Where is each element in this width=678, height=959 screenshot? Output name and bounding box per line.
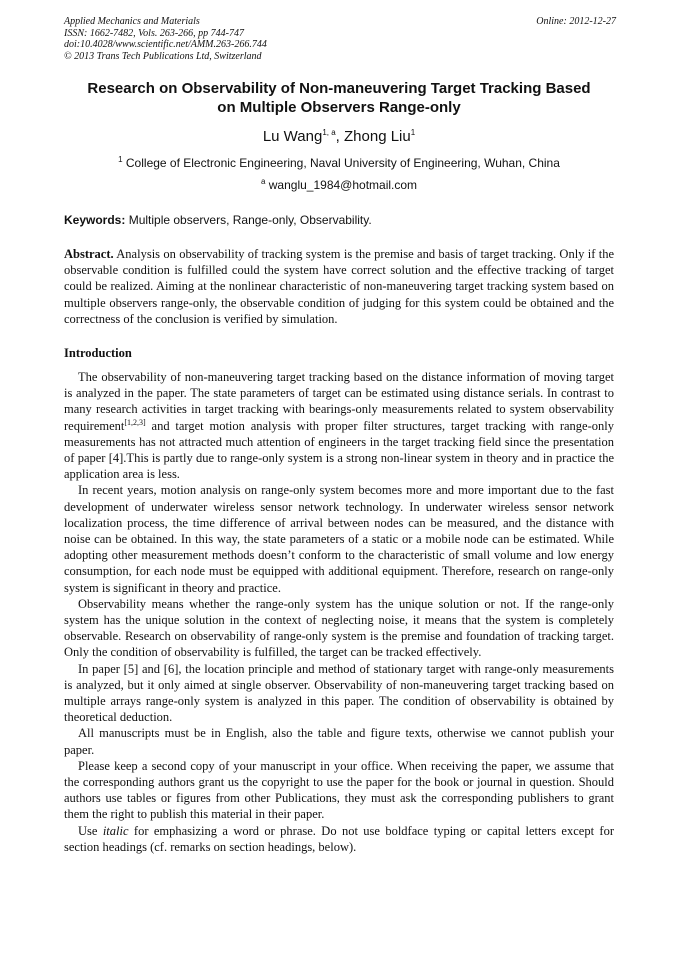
author-separator: , <box>335 128 344 145</box>
paragraph-text: for emphasizing a word or phrase. Do not use boldface typing or capital letters except for section headings (cf. remarks on section headings, below). <box>64 823 615 854</box>
journal-header <box>64 16 616 62</box>
paragraph: In recent years, motion analysis on range-only system becomes more and more important due to the fast development of underwater wireless sensor network technology. In underwater wireless sensor network localization process, the time difference of arrival between nodes can be measured, and the distance with noise can be obtained. In this way, the state parameters of a static or a mobile node can be estimated. While adopting other measurement methods doesn’t conform to the characteristic of small volume and low energy consumption, for each node must be equipped with additional equipment. Therefore, research on range-only system is significant in theory and practice. <box>64 483 614 595</box>
paragraph <box>64 369 614 482</box>
journal-name: Applied Mechanics and Materials <box>64 16 200 27</box>
citation-ref: [1,2,3] <box>124 417 146 427</box>
paragraph-text: The observability of non-maneuvering target tracking based on the distance information of moving target is analyzed in the paper. The state parameters of target can be estimated using distance serials. In contrast to many research activities in target tracking with bearings-only measurements related to system observability requirement <box>64 370 614 433</box>
author-email <box>0 178 678 192</box>
introduction-body <box>64 369 614 855</box>
paper-title <box>40 79 638 117</box>
italic-word: italic <box>102 823 129 838</box>
affiliation-mark: 1 <box>118 155 123 164</box>
abstract <box>64 246 614 327</box>
affiliation-text: College of Electronic Engineering, Naval University of Engineering, Wuhan, China <box>125 156 560 170</box>
online-date: Online: 2012-12-27 <box>536 16 616 27</box>
issn-line: ISSN: 1662-7482, Vols. 263-266, pp 744-747 <box>64 27 244 39</box>
section-heading: Introduction <box>64 346 132 360</box>
email-text: wanglu_1984@hotmail.com <box>268 178 418 192</box>
copyright-line: © 2013 Trans Tech Publications Ltd, Switzerland <box>64 50 262 62</box>
title-line-1: Research on Observability of Non-maneuvering Target Tracking Based <box>87 80 591 97</box>
doi-line: doi:10.4028/www.scientific.net/AMM.263-266.744 <box>64 39 267 50</box>
paragraph: In paper [5] and [6], the location principle and method of stationary target with range-only measurements is analyzed, but it only aimed at single observer. Observability of non-maneuvering target tracking based on multiple arrays range-only system is analyzed in this paper. The condition of observability is obtained by theoretical deduction. <box>64 661 614 725</box>
author-affiliation-mark: 1 <box>410 128 416 137</box>
author-name: Zhong Liu <box>344 128 411 145</box>
keywords-label: Keywords: <box>64 213 126 227</box>
author-name: Lu Wang <box>262 128 323 145</box>
paragraph <box>64 823 614 855</box>
paragraph-text: and target motion analysis with proper filter structures, target tracking with range-only measurements has not attracted much attention of engineers in the target tracking field since the presentation of paper [4].This is partly due to range-only system is a strong non-linear system in theory and in practice the application area is less. <box>64 418 614 482</box>
paragraph: Please keep a second copy of your manuscript in your office. When receiving the paper, we assume that the corresponding authors grant us the copyright to use the paper for the book or journal in question. Should authors use tables or figures from other Publications, they must ask the corresponding publishers to grant them the right to publish this material in their paper. <box>64 758 614 822</box>
title-line-2: on Multiple Observers Range-only <box>217 99 461 116</box>
paragraph: Observability means whether the range-only system has the unique solution or not. If the range-only system has the unique solution in the context of neglecting noise, it means that the system is completely observable. Research on observability of range-only system is the premise and foundation of tracking target. Only the condition of observability is fulfilled, the target can be tracked effectively. <box>64 596 614 660</box>
keywords-text: Multiple observers, Range-only, Observability. <box>128 213 372 227</box>
email-mark: a <box>260 177 266 186</box>
keywords <box>64 213 624 227</box>
affiliation <box>0 156 678 170</box>
paragraph: All manuscripts must be in English, also the table and figure texts, otherwise we cannot publish your paper. <box>64 726 614 757</box>
paragraph-text: Use <box>78 823 103 838</box>
abstract-label: Abstract. <box>64 247 114 261</box>
author-affiliation-mark: 1, a <box>322 128 336 137</box>
abstract-text: Analysis on observability of tracking system is the premise and basis of target tracking. Only if the observable condition is fulfilled could the system have correct solution and the effective tracking of target could be realized. Aiming at the nonlinear characteristic of non-maneuvering target tracking system based on multiple observers range-only, the observable condition of judging for this system could be obtained and the correctness of the conclusion is verified by simulation. <box>64 247 614 326</box>
author-list <box>0 128 678 145</box>
